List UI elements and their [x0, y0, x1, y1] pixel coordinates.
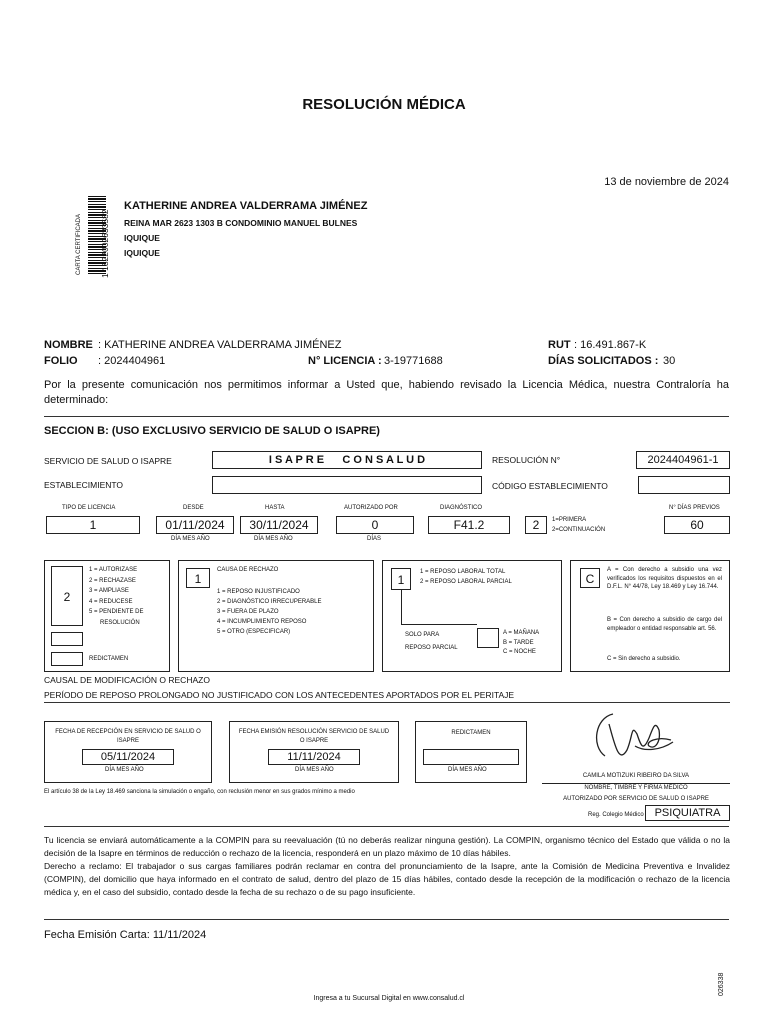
codigo-value [638, 476, 730, 494]
diagnostico-label: DIAGNÓSTICO [440, 505, 483, 511]
emision-dma: DÍA MES AÑO [295, 767, 334, 773]
causa-option: 4 = INCUMPLIMIENTO REPOSO [217, 619, 307, 625]
redictamen-box [51, 652, 83, 666]
recipient-name: KATHERINE ANDREA VALDERRAMA JIMÉNEZ [124, 200, 368, 212]
emision-label: FECHA EMISIÓN RESOLUCIÓN SERVICIO DE SALUD O ISAPRE [238, 729, 390, 744]
redictamen-dma: DÍA MES AÑO [448, 767, 487, 773]
establecimiento-value [212, 476, 482, 494]
intro-text: Por la presente comunicación nos permitimos informar a Usted que, habiendo revisado la Licencia Médica, nuestra Contraloría ha determinado: [44, 379, 729, 406]
reposo-connector-h [401, 624, 477, 625]
recepcion-value: 05/11/2024 [82, 749, 174, 765]
reposo-option: 2 = REPOSO LABORAL PARCIAL [420, 579, 512, 585]
reposo-connector [401, 590, 402, 624]
causa-option: 3 = FUERA DE PLAZO [217, 609, 279, 615]
causa-title: CAUSA DE RECHAZO [217, 567, 279, 573]
recipient-city-1: IQUIQUE [124, 233, 160, 243]
document-code: 026338 [718, 972, 725, 996]
jornada-options [503, 629, 539, 658]
signature-line2: AUTORIZADO POR SERVICIO DE SALUD O ISAPRE [563, 796, 709, 802]
bottom-note: Ingresa a tu Sucursal Digital en www.consalud.cl [313, 995, 465, 1002]
jornada-option: B = TARDE [503, 639, 534, 646]
tipo-licencia-value: 1 [46, 516, 140, 534]
desde-value: 01/11/2024 [156, 516, 234, 534]
dias-previos-value: 60 [664, 516, 730, 534]
decision-option: 5 = PENDIENTE DE [89, 609, 144, 615]
folio-label: FOLIO [44, 355, 78, 367]
barcode-number: 1 1822002633582 [100, 209, 110, 278]
footer-paragraph-2: Derecho a reclamo: El trabajador o sus cargas familiares podrán reclamar en contra del pronunciamiento de la Isapre, ante la Comisión de Medicina Preventiva e Invalidez (COMPIN), del domicilio que haya informado en el contrato de salud, dentro del plazo de 15 días hábiles, contado desde la recepción de la modificación o rechazo de la licencia médica y, en el caso del subsidio, contado desde la fecha de su rechazo o de su pago insuficiente. [44, 861, 730, 898]
redictamen-fecha-value [423, 749, 519, 765]
resolucion-label: RESOLUCIÓN N° [492, 455, 561, 465]
continuacion-value: 2 [525, 516, 547, 534]
folio-value: : 2024404961 [98, 355, 166, 367]
reposo-options [420, 567, 512, 587]
causal-divider [44, 702, 730, 703]
decision-option: 3 = AMPLIASE [89, 588, 129, 594]
recepcion-label: FECHA DE RECEPCIÓN EN SERVICIO DE SALUD O ISAPRE [55, 729, 201, 744]
decision-option: RESOLUCIÓN [100, 619, 140, 626]
autorizado-label: AUTORIZADO POR [344, 505, 398, 511]
signature-line1: NOMBRE, TIMBRE Y FIRMA MÉDICO [584, 785, 688, 791]
specialty-value: PSIQUIATRA [645, 805, 730, 821]
desde-dma: DÍA MES AÑO [171, 536, 210, 542]
servicio-label: SERVICIO DE SALUD O ISAPRE [44, 456, 172, 466]
reposo-option: 1 = REPOSO LABORAL TOTAL [420, 569, 506, 575]
dias-solicitados-value: 30 [663, 355, 676, 367]
causa-options [217, 587, 322, 637]
continuacion-label: 2=CONTINUACIÓN [552, 527, 606, 533]
footer-divider-bottom [44, 919, 729, 920]
tipo-licencia-label: TIPO DE LICENCIA [62, 505, 116, 511]
dias-unit: DÍAS [367, 536, 382, 542]
recipient-address: REINA MAR 2623 1303 B CONDOMINIO MANUEL BULNES [124, 218, 358, 228]
rut-value: : 16.491.867-K [574, 339, 647, 351]
subsidio-a: A = Con derecho a subsidio una vez verificados los requisitos dispuestos en el D.F.L. N° 44/78, Ley 18.469 y Ley 16.744. [607, 567, 722, 590]
reposo-value: 1 [391, 568, 411, 590]
doctor-signature [585, 706, 681, 770]
section-b-title: SECCION B: (USO EXCLUSIVO SERVICIO DE SALUD O ISAPRE) [44, 425, 380, 437]
jornada-option: C = NOCHE [503, 649, 536, 655]
causa-value: 1 [186, 568, 210, 588]
desde-label: DESDE [183, 505, 204, 511]
redictamen-label: REDICTAMEN [89, 656, 129, 662]
subsidio-c: C = Sin derecho a subsidio. [607, 656, 681, 662]
primera-label: 1=PRIMERA [552, 517, 587, 523]
rut-label: RUT [548, 339, 571, 351]
emision-value: 11/11/2024 [268, 749, 360, 765]
letter-date: 13 de noviembre de 2024 [604, 176, 729, 188]
solo-para-label: SOLO PARA [405, 632, 440, 638]
footer-paragraph-1: Tu licencia se enviará automáticamente a la COMPIN para su reevaluación (tú no deberás realizar ninguna gestión). La COMPIN, organismo técnico del Estado que válida o no la decisión de la Isapre en términos de reducción o rechazo de la licencia, responderá en un plazo máximo de 10 días hábiles. [44, 835, 730, 859]
dias-previos-label: N° DÍAS PREVIOS [669, 505, 720, 511]
recepcion-dma: DÍA MES AÑO [105, 767, 144, 773]
hasta-value: 30/11/2024 [240, 516, 318, 534]
causa-option: 2 = DIAGNÓSTICO IRRECUPERABLE [217, 599, 322, 605]
nombre-value: : KATHERINE ANDREA VALDERRAMA JIMÉNEZ [98, 339, 342, 351]
decision-option: 2 = RECHAZASE [89, 577, 136, 584]
licencia-label: N° LICENCIA : [308, 355, 382, 367]
reg-colegio-label: Reg. Colegio Médico [588, 812, 644, 818]
establecimiento-label: ESTABLECIMIENTO [44, 480, 124, 490]
decision-option: 4 = REDUCESE [89, 598, 133, 605]
hasta-label: HASTA [265, 505, 285, 511]
divider [44, 416, 729, 417]
jornada-box [477, 628, 499, 648]
autorizado-value: 0 [336, 516, 414, 534]
subsidio-b: B = Con derecho a subsidio de cargo del empleador o entidad responsable art. 56. [607, 617, 722, 632]
nombre-label: NOMBRE [44, 339, 93, 351]
codigo-label: CÓDIGO ESTABLECIMIENTO [492, 481, 608, 491]
signature-line [542, 783, 730, 784]
decision-options [89, 565, 144, 628]
decision-option: 1 = AUTORIZASE [89, 567, 138, 573]
jornada-option: A = MAÑANA [503, 630, 540, 636]
footer-divider-top [44, 826, 729, 827]
fecha-emision-carta: Fecha Emisión Carta: 11/11/2024 [44, 929, 207, 941]
servicio-value: I S A P R E C O N S A L U D [212, 451, 482, 469]
decision-empty-box [51, 632, 83, 646]
causal-label: CAUSAL DE MODIFICACIÓN O RECHAZO [44, 675, 210, 685]
causa-option: 5 = OTRO (ESPECIFICAR) [217, 629, 291, 635]
licencia-value: 3-19771688 [384, 355, 443, 367]
article-note: El artículo 38 de la Ley 18.469 sanciona la simulación o engaño, con reclusión menor en sus grados mínimo a medio [44, 789, 355, 795]
dias-solicitados-label: DÍAS SOLICITADOS : [548, 355, 659, 367]
recipient-city-2: IQUIQUE [124, 248, 160, 258]
hasta-dma: DÍA MES AÑO [254, 536, 293, 542]
redictamen-fecha-label: REDICTAMEN [451, 730, 491, 736]
diagnostico-value: F41.2 [428, 516, 510, 534]
subsidio-value: C [580, 568, 600, 588]
barcode-label: CARTA CERTIFICADA [76, 213, 82, 275]
causal-text: PERÍODO DE REPOSO PROLONGADO NO JUSTIFICADO CON LOS ANTECEDENTES APORTADOS POR EL PERITAJE [44, 690, 515, 700]
decision-value: 2 [51, 566, 83, 626]
page-title: RESOLUCIÓN MÉDICA [302, 96, 466, 113]
causa-option: 1 = REPOSO INJUSTIFICADO [217, 589, 300, 595]
doctor-name: CAMILA MOTIZUKI RIBEIRO DA SILVA [582, 773, 690, 779]
reposo-parcial-label: REPOSO PARCIAL [405, 645, 458, 651]
resolucion-value: 2024404961-1 [636, 451, 730, 469]
